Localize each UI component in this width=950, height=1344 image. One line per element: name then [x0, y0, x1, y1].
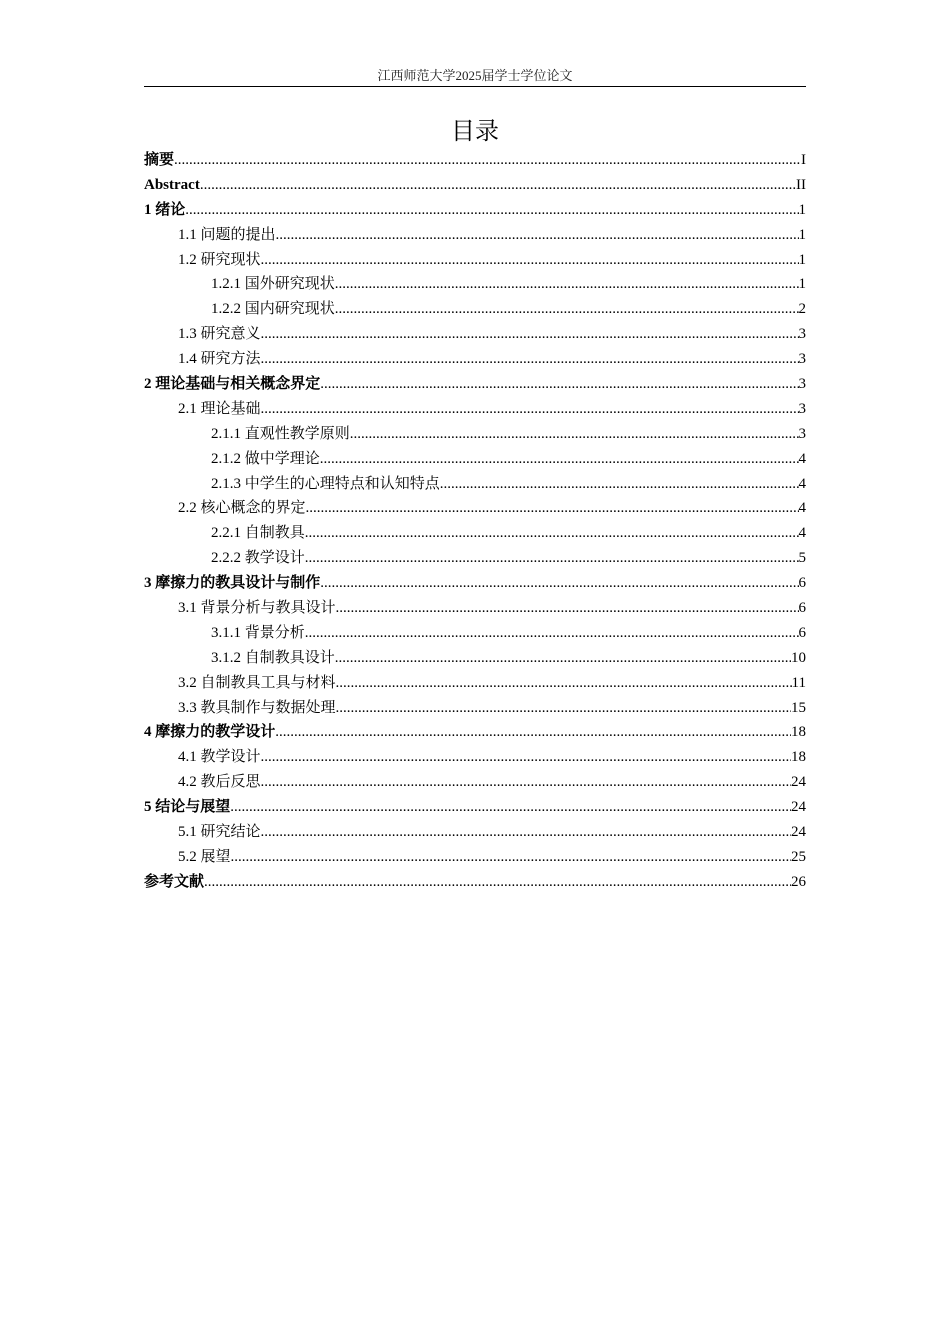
- toc-dot-leader: [335, 297, 799, 322]
- toc-entry-page-number: 10: [791, 649, 806, 666]
- toc-dot-leader: [261, 770, 791, 795]
- toc-entry-label: 1.1 问题的提出: [178, 226, 276, 243]
- toc-entry-page-number: 1: [798, 201, 806, 218]
- toc-entry[interactable]: [144, 496, 806, 521]
- toc-entry[interactable]: [144, 696, 806, 721]
- toc-entry-page-number: 4: [798, 500, 806, 517]
- toc-entry-page-number: II: [796, 176, 806, 193]
- toc-entry-label: 3.3 教具制作与数据处理: [178, 699, 336, 716]
- toc-entry-label: 1.2.1 国外研究现状: [211, 276, 335, 293]
- toc-dot-leader: [261, 745, 791, 770]
- toc-entry-label: 2.1 理论基础: [178, 400, 261, 417]
- table-of-contents: [144, 148, 806, 895]
- toc-entry-label: 2 理论基础与相关概念界定: [144, 376, 321, 393]
- toc-dot-leader: [174, 148, 801, 173]
- page-header: 江西师范大学2025届学士学位论文: [144, 66, 806, 87]
- toc-entry[interactable]: [144, 596, 806, 621]
- toc-entry-page-number: 1: [798, 226, 806, 243]
- toc-entry[interactable]: [144, 571, 806, 596]
- toc-entry-page-number: 3: [798, 326, 806, 343]
- toc-dot-leader: [336, 596, 799, 621]
- toc-dot-leader: [261, 248, 799, 273]
- toc-entry[interactable]: [144, 546, 806, 571]
- toc-entry-label: 2.1.2 做中学理论: [211, 450, 320, 467]
- toc-entry[interactable]: [144, 621, 806, 646]
- toc-entry-page-number: 24: [791, 799, 806, 816]
- toc-dot-leader: [336, 696, 791, 721]
- toc-entry[interactable]: [144, 248, 806, 273]
- toc-entry-label: 2.1.3 中学生的心理特点和认知特点: [211, 475, 440, 492]
- toc-entry-page-number: I: [801, 152, 806, 168]
- toc-entry-page-number: 3: [798, 376, 806, 393]
- toc-entry-page-number: 2: [798, 301, 806, 318]
- toc-dot-leader: [230, 795, 791, 820]
- toc-entry-page-number: 6: [798, 600, 806, 617]
- toc-dot-leader: [275, 720, 791, 745]
- toc-entry[interactable]: [144, 372, 806, 397]
- toc-dot-leader: [306, 496, 799, 521]
- toc-entry[interactable]: [144, 870, 806, 895]
- toc-entry-page-number: 1: [798, 251, 806, 268]
- toc-entry[interactable]: [144, 173, 806, 198]
- toc-dot-leader: [320, 447, 799, 472]
- toc-entry-page-number: 6: [798, 575, 806, 592]
- toc-dot-leader: [261, 347, 799, 372]
- toc-entry[interactable]: [144, 272, 806, 297]
- toc-entry-label: 4.2 教后反思: [178, 774, 261, 791]
- toc-entry[interactable]: [144, 720, 806, 745]
- toc-entry-label: 1.3 研究意义: [178, 326, 261, 343]
- toc-title: 目录: [451, 117, 499, 145]
- toc-entry-label: 4 摩擦力的教学设计: [144, 724, 276, 741]
- toc-dot-leader: [276, 223, 799, 248]
- toc-entry-label: 3.1.2 自制教具设计: [211, 649, 335, 666]
- toc-entry-page-number: 4: [798, 450, 806, 467]
- toc-entry-label: 参考文献: [144, 873, 205, 890]
- toc-dot-leader: [305, 621, 799, 646]
- toc-dot-leader: [336, 671, 792, 696]
- toc-entry-label: 1.4 研究方法: [178, 351, 261, 368]
- toc-entry[interactable]: [144, 148, 806, 173]
- toc-entry-label: 2.2.1 自制教具: [211, 525, 305, 542]
- toc-entry-page-number: 4: [798, 525, 806, 542]
- toc-dot-leader: [305, 546, 799, 571]
- toc-entry[interactable]: [144, 422, 806, 447]
- toc-dot-leader: [305, 521, 799, 546]
- toc-entry-page-number: 1: [798, 276, 806, 293]
- toc-entry[interactable]: [144, 347, 806, 372]
- toc-entry[interactable]: [144, 198, 806, 223]
- toc-dot-leader: [185, 198, 798, 223]
- toc-entry-label: 摘要: [144, 152, 175, 168]
- toc-dot-leader: [261, 397, 799, 422]
- toc-entry-label: 3.1.1 背景分析: [211, 624, 305, 641]
- toc-dot-leader: [350, 422, 799, 447]
- toc-entry-label: 5.1 研究结论: [178, 824, 261, 841]
- toc-entry-page-number: 11: [791, 674, 806, 691]
- toc-entry[interactable]: [144, 521, 806, 546]
- toc-entry-page-number: 3: [798, 351, 806, 368]
- toc-entry-label: 2.1.1 直观性教学原则: [211, 425, 350, 442]
- toc-entry[interactable]: [144, 671, 806, 696]
- toc-entry[interactable]: [144, 447, 806, 472]
- toc-entry-label: 2.2 核心概念的界定: [178, 500, 306, 517]
- toc-entry-page-number: 18: [791, 749, 806, 766]
- toc-dot-leader: [261, 322, 799, 347]
- toc-entry-label: 5 结论与展望: [144, 799, 231, 816]
- toc-entry[interactable]: [144, 223, 806, 248]
- toc-entry-page-number: 24: [791, 824, 806, 841]
- toc-dot-leader: [200, 173, 796, 198]
- toc-entry[interactable]: [144, 820, 806, 845]
- toc-entry-page-number: 4: [798, 475, 806, 492]
- toc-entry-page-number: 6: [798, 624, 806, 641]
- toc-entry-label: 1.2 研究现状: [178, 251, 261, 268]
- toc-entry-page-number: 5: [798, 550, 806, 567]
- toc-entry[interactable]: [144, 297, 806, 322]
- toc-entry-label: 3.2 自制教具工具与材料: [178, 674, 336, 691]
- toc-entry-page-number: 25: [791, 848, 806, 865]
- toc-entry-page-number: 24: [791, 774, 806, 791]
- toc-entry[interactable]: [144, 795, 806, 820]
- toc-entry-label: 5.2 展望: [178, 848, 231, 865]
- toc-dot-leader: [261, 820, 791, 845]
- toc-dot-leader: [320, 372, 798, 397]
- toc-dot-leader: [335, 272, 799, 297]
- toc-entry-label: 1 绪论: [144, 201, 186, 218]
- toc-dot-leader: [440, 472, 799, 497]
- toc-entry-label: 4.1 教学设计: [178, 749, 261, 766]
- toc-entry[interactable]: [144, 472, 806, 497]
- toc-entry-label: 1.2.2 国内研究现状: [211, 301, 335, 318]
- toc-entry[interactable]: [144, 745, 806, 770]
- toc-dot-leader: [231, 845, 791, 870]
- toc-entry-page-number: 26: [791, 873, 806, 890]
- toc-entry[interactable]: [144, 845, 806, 870]
- toc-dot-leader: [204, 870, 791, 895]
- toc-entry-page-number: 3: [798, 425, 806, 442]
- toc-entry-label: 3 摩擦力的教具设计与制作: [144, 575, 321, 592]
- toc-entry[interactable]: [144, 646, 806, 671]
- toc-entry[interactable]: [144, 770, 806, 795]
- toc-dot-leader: [335, 646, 791, 671]
- toc-entry[interactable]: [144, 322, 806, 347]
- toc-entry-label: Abstract: [144, 176, 200, 193]
- toc-dot-leader: [320, 571, 798, 596]
- toc-entry-page-number: 18: [791, 724, 806, 741]
- toc-entry-label: 3.1 背景分析与教具设计: [178, 600, 336, 617]
- toc-entry-page-number: 3: [798, 400, 806, 417]
- toc-entry[interactable]: [144, 397, 806, 422]
- toc-entry-page-number: 15: [791, 699, 806, 716]
- toc-entry-label: 2.2.2 教学设计: [211, 550, 305, 567]
